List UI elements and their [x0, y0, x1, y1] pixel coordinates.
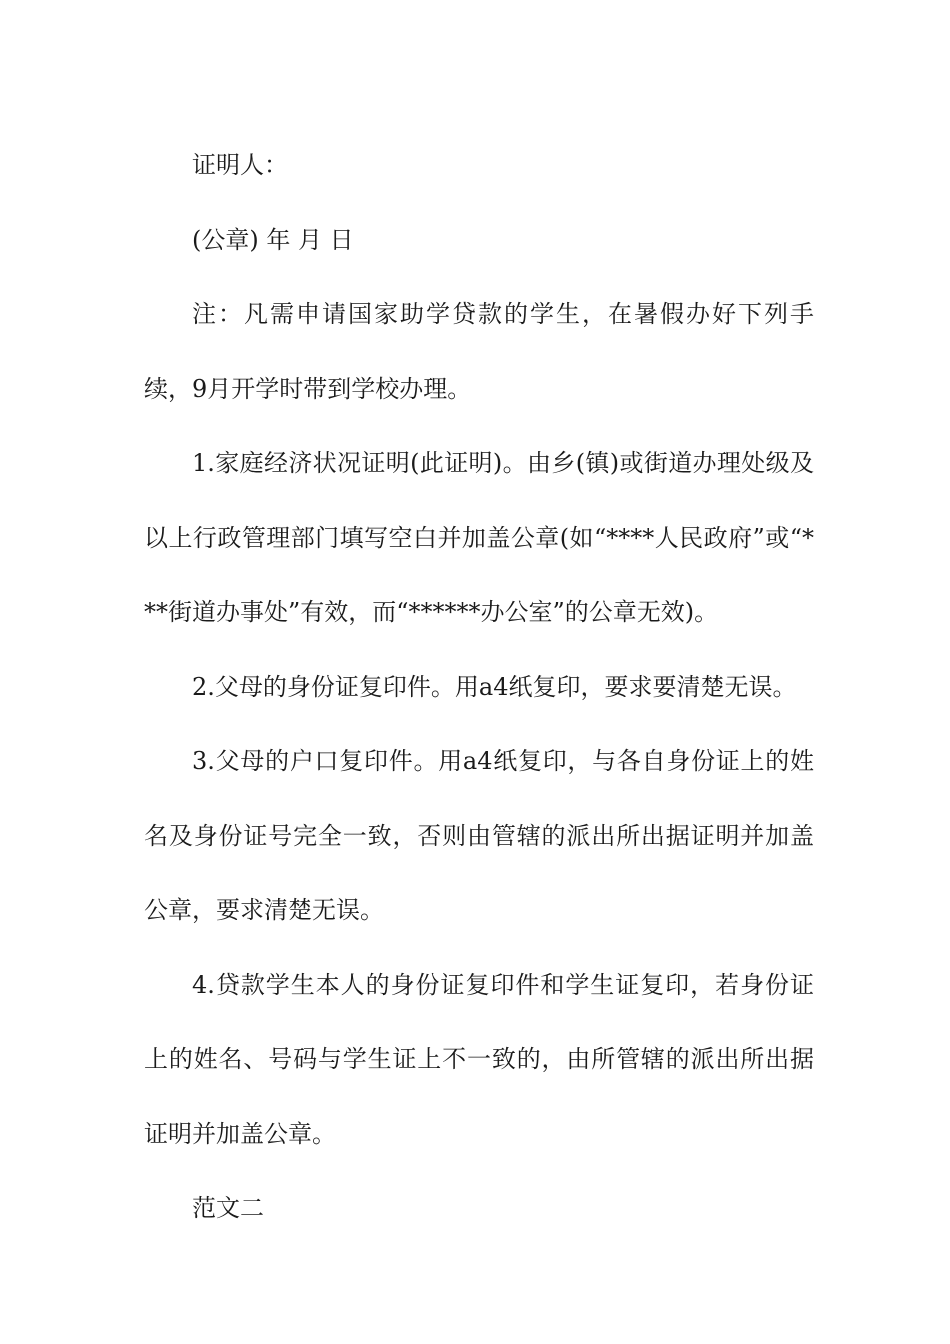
document-body [144, 128, 814, 1246]
section-heading-sample-two: 范文二 [192, 1194, 264, 1222]
requirement-item-2: 2.父母的身份证复印件。用a4纸复印，要求要清楚无误。 [192, 672, 797, 701]
requirement-item-4: 4.贷款学生本人的身份证复印件和学生证复印，若身份证上的姓名、号码与学生证上不一致的，由所管辖的派出所出据证明并加盖公章。 [144, 970, 814, 1148]
requirement-item-1: 1.家庭经济状况证明(此证明)。由乡(镇)或街道办理处级及以上行政管理部门填写空白并加盖公章(如“****人民政府”或“***街道办事处”有效，而“******办公室”的公章无效)。 [144, 449, 814, 626]
certifier-line: 证明人： [192, 151, 288, 179]
seal-date-line: (公章) 年 月 日 [192, 225, 354, 254]
requirement-item-3: 3.父母的户口复印件。用a4纸复印，与各自身份证上的姓名及身份证号完全一致，否则由管辖的派出所出据证明并加盖公章，要求清楚无误。 [144, 747, 814, 924]
note-paragraph: 注：凡需申请国家助学贷款的学生，在暑假办好下列手续，9月开学时带到学校办理。 [144, 300, 814, 403]
